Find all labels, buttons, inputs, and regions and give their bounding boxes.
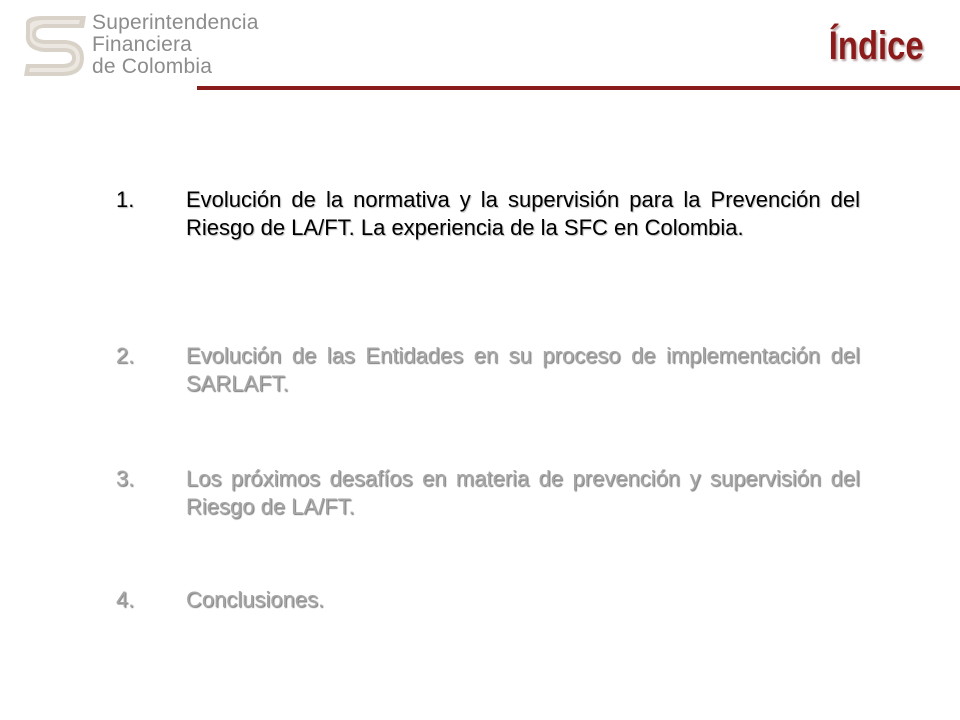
sfc-logo-wordmark — [92, 12, 292, 78]
index-item-3 — [110, 465, 860, 521]
index-item-text: Evolución de las Entidades en su proceso de implementación del SARLAFT. — [186, 343, 860, 396]
logo-line-3: de Colombia — [92, 55, 213, 78]
index-item-number: 4. — [116, 587, 135, 612]
logo-line-1: Superintendencia — [92, 11, 259, 34]
index-item-text: Los próximos desafíos en materia de prevención y supervisión del Riesgo de LA/FT. — [186, 466, 860, 519]
index-item-text: Evolución de la normativa y la supervisión para la Prevención del Riesgo de LA/FT. La experiencia de la SFC en Colombia. — [186, 187, 860, 240]
index-item-number: 3. — [116, 466, 135, 491]
index-item-4 — [110, 586, 860, 614]
index-item-number: 2. — [116, 343, 135, 368]
index-item-number: 1. — [116, 187, 135, 212]
sfc-logo — [22, 10, 259, 82]
header-divider — [197, 86, 960, 90]
index-item-1 — [110, 186, 860, 242]
page-title: Índice — [829, 24, 924, 68]
index-item-2 — [110, 342, 860, 398]
index-item-text: Conclusiones. — [186, 587, 325, 612]
sfc-logo-mark-icon — [22, 14, 90, 78]
logo-line-2: Financiera — [92, 33, 193, 56]
slide-header — [0, 0, 960, 96]
